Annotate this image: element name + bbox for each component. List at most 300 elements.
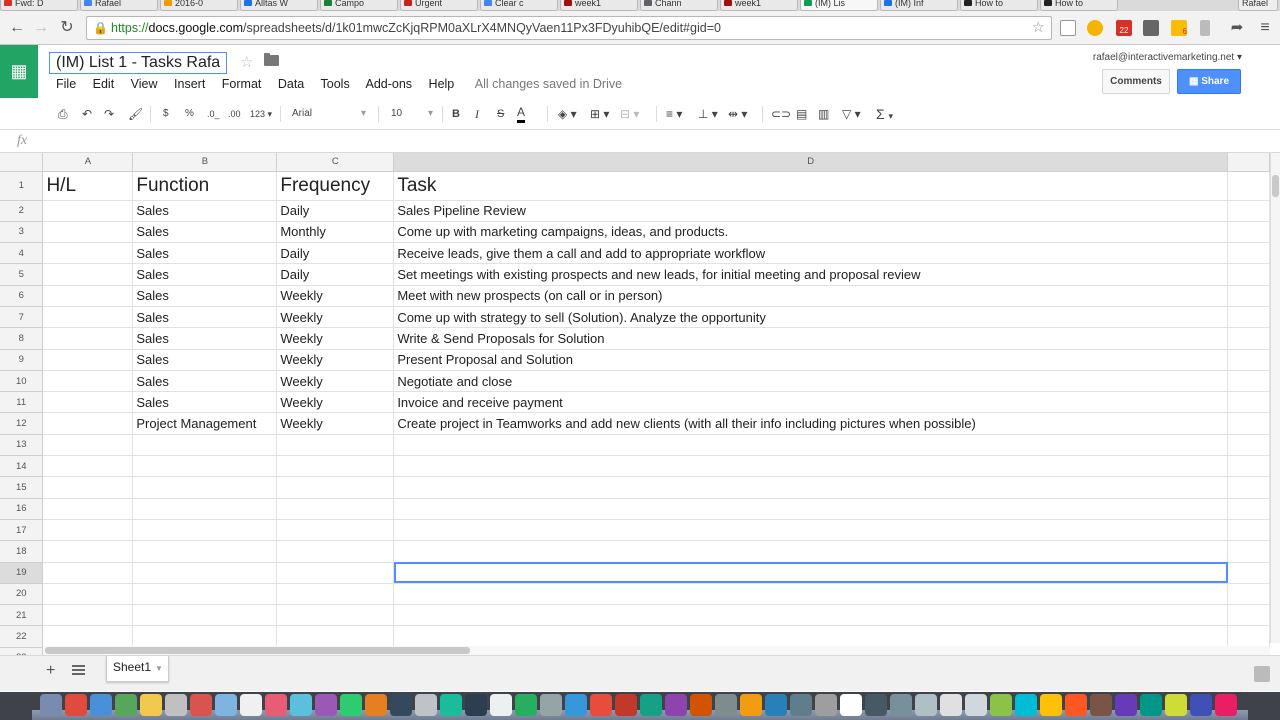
dock-app-icon[interactable] <box>765 694 787 716</box>
extension-gmail-count-icon[interactable]: 22 <box>1116 20 1132 36</box>
dock-app-icon[interactable] <box>715 694 737 716</box>
fill-color-icon[interactable]: ◈ ▾ <box>558 107 577 121</box>
cell[interactable] <box>394 583 1228 604</box>
tab-favicon-icon <box>244 0 252 6</box>
dock-app-icon[interactable] <box>415 694 437 716</box>
cell[interactable] <box>43 221 133 242</box>
extension-bulb-icon[interactable]: 6 <box>1171 20 1187 36</box>
cell[interactable] <box>394 477 1228 498</box>
cell[interactable]: Weekly <box>277 328 394 349</box>
cell[interactable] <box>277 626 394 647</box>
cell[interactable]: Sales <box>133 328 277 349</box>
cell[interactable] <box>277 456 394 477</box>
browser-tab-label: 2016-0 <box>175 0 204 8</box>
tab-favicon-icon <box>884 0 892 6</box>
dock-app-icon[interactable] <box>1115 694 1137 716</box>
dock-app-icon[interactable] <box>965 694 987 716</box>
dock-app-icon[interactable] <box>115 694 137 716</box>
chevron-down-icon: ▾ <box>1236 52 1242 63</box>
print-icon[interactable]: ⎙ <box>58 107 68 121</box>
menu-insert[interactable]: Insert <box>174 77 206 91</box>
cell[interactable] <box>43 285 133 306</box>
tab-favicon-icon <box>4 0 12 6</box>
cell[interactable]: Create project in Teamworks and add new clients (with all their info including pictures when possible) <box>394 413 1228 434</box>
account-email-text: rafael@interactivemarketing.net <box>1092 52 1235 63</box>
merge-cells-icon[interactable]: ⊟ ▾ <box>620 107 640 121</box>
column-header-d[interactable]: D <box>394 153 1228 171</box>
row-header[interactable]: 8 <box>0 328 43 349</box>
cell[interactable] <box>43 328 133 349</box>
cell[interactable] <box>133 562 277 583</box>
functions-button[interactable] <box>876 105 893 123</box>
dock-app-icon[interactable] <box>615 694 637 716</box>
column-header-b[interactable]: B <box>133 153 277 171</box>
cell[interactable]: Meet with new prospects (on call or in person) <box>394 285 1228 306</box>
menu-tools[interactable]: Tools <box>320 77 350 91</box>
cell[interactable] <box>43 583 133 604</box>
browser-tab[interactable] <box>800 0 878 11</box>
dock-app-icon[interactable] <box>1190 694 1212 716</box>
extension-hand-icon[interactable] <box>1143 20 1159 36</box>
vertical-scroll-thumb[interactable] <box>1272 175 1279 197</box>
cell[interactable] <box>277 519 394 540</box>
cell[interactable]: Set meetings with existing prospects and new leads, for initial meeting and proposal review <box>394 264 1228 285</box>
table-row <box>0 541 1270 562</box>
cell[interactable] <box>133 605 277 626</box>
tab-favicon-icon <box>804 0 812 6</box>
cell[interactable] <box>133 583 277 604</box>
cell[interactable] <box>43 392 133 413</box>
link-icon[interactable]: ⊂⊃ <box>771 107 792 121</box>
menu-help[interactable]: Help <box>428 77 455 91</box>
cell[interactable]: Daily <box>277 264 394 285</box>
cell[interactable]: Write & Send Proposals for Solution <box>394 328 1228 349</box>
cell[interactable] <box>394 456 1228 477</box>
dock-app-icon[interactable] <box>140 694 162 716</box>
cell[interactable]: Weekly <box>277 349 394 370</box>
dock-app-icon[interactable] <box>215 694 237 716</box>
more-formats-button[interactable]: 123 ▾ <box>250 109 273 119</box>
align-left-icon[interactable]: ≡ ▾ <box>666 107 683 121</box>
row-header[interactable]: 7 <box>0 306 43 327</box>
cell[interactable]: Present Proposal and Solution <box>394 349 1228 370</box>
profile-button[interactable]: Rafael <box>1238 0 1278 11</box>
chrome-menu-icon[interactable]: ≡ <box>1260 19 1270 36</box>
cell[interactable]: Task <box>394 171 1228 200</box>
cell[interactable] <box>1228 370 1270 391</box>
chart-icon[interactable]: ▥ <box>818 107 830 121</box>
italic-button[interactable]: I <box>475 107 479 121</box>
cell[interactable]: Weekly <box>277 392 394 413</box>
undo-icon[interactable]: ↶ <box>82 107 93 121</box>
cell[interactable] <box>1228 477 1270 498</box>
sheet-tab-sheet1[interactable] <box>106 656 169 682</box>
cell[interactable] <box>1228 605 1270 626</box>
save-status[interactable]: All changes saved in Drive <box>474 77 623 91</box>
cell[interactable] <box>1228 413 1270 434</box>
cell[interactable] <box>1228 285 1270 306</box>
dock-app-icon[interactable] <box>1215 694 1237 716</box>
cell[interactable]: Daily <box>277 243 394 264</box>
comments-button[interactable]: Comments <box>1102 69 1170 94</box>
cell[interactable] <box>1228 541 1270 562</box>
dock-app-icon[interactable] <box>240 694 262 716</box>
reload-button[interactable]: ↻ <box>60 19 74 36</box>
row-header[interactable]: 6 <box>0 285 43 306</box>
table-row <box>0 306 1270 327</box>
table-row <box>0 456 1270 477</box>
row-header[interactable]: 13 <box>0 434 43 455</box>
row-header[interactable]: 5 <box>0 264 43 285</box>
browser-tab[interactable] <box>880 0 958 11</box>
comment-icon[interactable]: ▤ <box>796 107 808 121</box>
browser-tab-label: Urgent <box>415 0 443 8</box>
row-header[interactable]: 19 <box>0 562 43 583</box>
filter-icon[interactable]: ▽ ▾ <box>842 107 861 121</box>
chevron-down-icon[interactable]: ▼ <box>155 664 163 673</box>
row-header[interactable]: 9 <box>0 349 43 370</box>
formula-input[interactable] <box>42 133 1262 149</box>
row-header[interactable]: 22 <box>0 626 43 647</box>
browser-tab-label: Rafael <box>95 0 122 8</box>
paint-format-icon[interactable]: 🖌 <box>128 107 144 121</box>
cell[interactable]: Sales <box>133 264 277 285</box>
cell[interactable] <box>277 605 394 626</box>
cell[interactable] <box>43 626 133 647</box>
cell[interactable] <box>43 264 133 285</box>
tab-favicon-icon <box>724 0 732 6</box>
cell[interactable] <box>43 605 133 626</box>
cell[interactable] <box>1228 626 1270 647</box>
cell[interactable]: Weekly <box>277 285 394 306</box>
dock-app-icon[interactable] <box>740 694 762 716</box>
dock-app-icon[interactable] <box>265 694 287 716</box>
font-family-value: Arial <box>292 108 313 119</box>
tab-favicon-icon <box>1044 0 1052 6</box>
cell[interactable]: Come up with marketing campaigns, ideas, and products. <box>394 221 1228 242</box>
dock-app-icon[interactable] <box>340 694 362 716</box>
browser-tab[interactable] <box>640 0 718 11</box>
dock-app-icon[interactable] <box>840 694 862 716</box>
account-email[interactable] <box>1093 52 1242 63</box>
cell[interactable] <box>43 562 133 583</box>
menu-format[interactable]: Format <box>221 77 262 91</box>
browser-tab[interactable] <box>240 0 318 11</box>
horizontal-scrollbar[interactable] <box>43 646 1270 655</box>
browser-tab[interactable] <box>400 0 478 11</box>
row-header[interactable]: 12 <box>0 413 43 434</box>
cell[interactable]: Weekly <box>277 306 394 327</box>
sheets-logo-icon[interactable]: ▦ <box>0 45 38 98</box>
dock-app-icon[interactable] <box>1065 694 1087 716</box>
column-header-c[interactable]: C <box>277 153 394 171</box>
row-header[interactable]: 14 <box>0 456 43 477</box>
extension-sun-icon[interactable] <box>1087 20 1103 36</box>
font-size-select[interactable] <box>391 105 435 123</box>
cell[interactable] <box>394 434 1228 455</box>
cell[interactable]: Function <box>133 171 277 200</box>
vertical-scrollbar[interactable] <box>1270 153 1280 643</box>
dock-app-icon[interactable] <box>1090 694 1112 716</box>
browser-tab[interactable] <box>0 0 78 11</box>
back-button[interactable]: ← <box>9 19 25 36</box>
cell[interactable] <box>277 498 394 519</box>
row-header[interactable]: 21 <box>0 605 43 626</box>
dock-app-icon[interactable] <box>465 694 487 716</box>
browser-tab-label: Alltas W <box>255 0 289 8</box>
format-toolbar <box>0 98 1280 130</box>
row-header[interactable]: 2 <box>0 200 43 221</box>
increase-decimal-button[interactable]: .00 <box>228 109 241 119</box>
cell[interactable] <box>43 200 133 221</box>
cell[interactable] <box>43 519 133 540</box>
dock-app-icon[interactable] <box>1015 694 1037 716</box>
browser-tab[interactable] <box>320 0 398 11</box>
dock-app-icon[interactable] <box>90 694 112 716</box>
cell[interactable]: Daily <box>277 200 394 221</box>
cell[interactable] <box>1228 434 1270 455</box>
dock-app-icon[interactable] <box>690 694 712 716</box>
menu-edit[interactable]: Edit <box>92 77 115 91</box>
dock-app-icon[interactable] <box>515 694 537 716</box>
row-header[interactable]: 10 <box>0 370 43 391</box>
cell[interactable] <box>277 583 394 604</box>
browser-tab-label: week1 <box>575 0 602 8</box>
cell[interactable] <box>1228 221 1270 242</box>
text-wrap-icon[interactable]: ⇹ ▾ <box>728 107 748 121</box>
dock-app-icon[interactable] <box>40 694 62 716</box>
cell[interactable] <box>1228 243 1270 264</box>
cell[interactable]: Sales <box>133 306 277 327</box>
cell[interactable] <box>43 306 133 327</box>
cell[interactable] <box>1228 349 1270 370</box>
share-arrow-icon[interactable]: ➦ <box>1230 19 1244 36</box>
cell[interactable]: Sales <box>133 221 277 242</box>
cell[interactable]: Project Management <box>133 413 277 434</box>
cell[interactable] <box>1228 306 1270 327</box>
chevron-down-icon: ▾ <box>427 108 433 119</box>
dock-app-icon[interactable] <box>640 694 662 716</box>
table-row <box>0 477 1270 498</box>
row-header[interactable]: 15 <box>0 477 43 498</box>
url-path: /spreadsheets/d/1k01mwcZcKjqRPM0aXLrX4MNQyVaen11Px3FDyuhibQE/edit#gid=0 <box>243 21 721 35</box>
redo-icon[interactable]: ↷ <box>104 107 115 121</box>
browser-tab[interactable] <box>560 0 638 11</box>
borders-icon[interactable]: ⊞ ▾ <box>590 107 610 121</box>
strikethrough-button[interactable]: S <box>497 108 505 120</box>
cell[interactable]: Monthly <box>277 221 394 242</box>
cell[interactable]: Sales <box>133 243 277 264</box>
cell[interactable]: H/L <box>43 171 133 200</box>
cell[interactable] <box>1228 498 1270 519</box>
dock-app-icon[interactable] <box>290 694 312 716</box>
cell[interactable]: Receive leads, give them a call and add to appropriate workflow <box>394 243 1228 264</box>
dock-app-icon[interactable] <box>790 694 812 716</box>
cell[interactable] <box>394 498 1228 519</box>
browser-tab[interactable] <box>720 0 798 11</box>
row-header[interactable]: 4 <box>0 243 43 264</box>
cell[interactable]: Sales <box>133 285 277 306</box>
cell[interactable] <box>1228 264 1270 285</box>
cell[interactable] <box>277 434 394 455</box>
dock-app-icon[interactable] <box>815 694 837 716</box>
row-header[interactable]: 11 <box>0 392 43 413</box>
cell[interactable] <box>43 498 133 519</box>
cell[interactable] <box>1228 456 1270 477</box>
cell[interactable] <box>133 498 277 519</box>
table-row <box>0 285 1270 306</box>
dock-app-icon[interactable] <box>915 694 937 716</box>
sheet-tab-bar <box>0 655 1280 691</box>
row-header[interactable]: 1 <box>0 171 43 200</box>
dock-app-icon[interactable] <box>865 694 887 716</box>
bookmark-star-icon[interactable]: ☆ <box>1031 19 1045 36</box>
dock-app-icon[interactable] <box>1040 694 1062 716</box>
currency-format-button[interactable]: $ <box>163 108 169 119</box>
cell[interactable] <box>133 456 277 477</box>
tab-favicon-icon <box>484 0 492 6</box>
font-family-select[interactable] <box>292 105 372 123</box>
row-header[interactable]: 16 <box>0 498 43 519</box>
browser-tab[interactable] <box>80 0 158 11</box>
select-all-corner[interactable] <box>0 153 43 171</box>
explore-icon[interactable] <box>1254 666 1270 682</box>
cell[interactable] <box>277 562 394 583</box>
dock-app-icon[interactable] <box>1140 694 1162 716</box>
cell[interactable] <box>1228 392 1270 413</box>
cell[interactable] <box>43 477 133 498</box>
dock-app-icon[interactable] <box>940 694 962 716</box>
table-row <box>0 498 1270 519</box>
browser-tab[interactable] <box>160 0 238 11</box>
dock-app-icon[interactable] <box>665 694 687 716</box>
more-formats-label: 123 <box>250 109 266 119</box>
row-header[interactable]: 18 <box>0 541 43 562</box>
row-header[interactable]: 17 <box>0 519 43 540</box>
cell[interactable] <box>43 243 133 264</box>
dock-app-icon[interactable] <box>540 694 562 716</box>
cell[interactable]: Sales <box>133 392 277 413</box>
extension-r-icon[interactable] <box>1200 20 1210 36</box>
cell[interactable] <box>43 456 133 477</box>
cell[interactable]: Come up with strategy to sell (Solution). Analyze the opportunity <box>394 306 1228 327</box>
dock-app-icon[interactable] <box>315 694 337 716</box>
dock-app-icon[interactable] <box>390 694 412 716</box>
cell[interactable] <box>277 477 394 498</box>
table-row <box>0 349 1270 370</box>
dock-app-icon[interactable] <box>990 694 1012 716</box>
horizontal-scroll-thumb[interactable] <box>45 647 470 654</box>
cell[interactable]: Sales <box>133 200 277 221</box>
add-sheet-button[interactable]: + <box>46 662 56 679</box>
cell[interactable] <box>277 541 394 562</box>
cell[interactable]: Sales <box>133 370 277 391</box>
tab-favicon-icon <box>964 0 972 6</box>
column-header-a[interactable]: A <box>43 153 133 171</box>
table-row <box>0 264 1270 285</box>
percent-format-button[interactable]: % <box>185 108 194 119</box>
cell[interactable]: Weekly <box>277 370 394 391</box>
cell[interactable]: Invoice and receive payment <box>394 392 1228 413</box>
browser-tab[interactable] <box>480 0 558 11</box>
selected-cell[interactable] <box>394 562 1228 583</box>
text-color-button[interactable]: A <box>517 105 525 123</box>
row-header[interactable]: 3 <box>0 221 43 242</box>
dock-app-icon[interactable] <box>190 694 212 716</box>
fx-icon: fx <box>17 133 28 148</box>
cell[interactable] <box>394 541 1228 562</box>
decrease-decimal-button[interactable]: .0_ <box>207 109 220 119</box>
browser-tab[interactable] <box>1040 0 1118 11</box>
cell[interactable] <box>133 434 277 455</box>
cell[interactable] <box>43 370 133 391</box>
cell[interactable] <box>133 477 277 498</box>
browser-tab[interactable] <box>960 0 1038 11</box>
share-button[interactable] <box>1177 69 1241 94</box>
row-header[interactable]: 20 <box>0 583 43 604</box>
cell[interactable]: Sales Pipeline Review <box>394 200 1228 221</box>
cell[interactable] <box>133 626 277 647</box>
cell[interactable] <box>1228 562 1270 583</box>
cell[interactable] <box>43 413 133 434</box>
dock-app-icon[interactable] <box>365 694 387 716</box>
vertical-align-icon[interactable]: ⊥ ▾ <box>698 107 718 121</box>
cell[interactable] <box>43 349 133 370</box>
cell[interactable] <box>133 519 277 540</box>
menu-view[interactable]: View <box>130 77 158 91</box>
menu-bar <box>56 77 635 91</box>
menu-addons[interactable]: Add-ons <box>365 77 413 91</box>
dock-app-icon[interactable] <box>565 694 587 716</box>
menu-data[interactable]: Data <box>277 77 305 91</box>
dock-app-icon[interactable] <box>65 694 87 716</box>
all-sheets-icon[interactable] <box>72 665 85 675</box>
cell[interactable]: Negotiate and close <box>394 370 1228 391</box>
cell[interactable] <box>133 541 277 562</box>
tab-favicon-icon <box>84 0 92 6</box>
folder-icon[interactable] <box>264 55 279 66</box>
address-bar[interactable] <box>86 16 1052 40</box>
table-row <box>0 626 1270 647</box>
spreadsheet-grid[interactable] <box>0 153 1270 643</box>
cell[interactable]: Frequency <box>277 171 394 200</box>
menu-file[interactable]: File <box>56 77 77 91</box>
cell[interactable]: Weekly <box>277 413 394 434</box>
cell[interactable] <box>43 541 133 562</box>
forward-button[interactable]: → <box>33 19 49 36</box>
cell[interactable] <box>394 626 1228 647</box>
dock-app-icon[interactable] <box>890 694 912 716</box>
dock-app-icon[interactable] <box>165 694 187 716</box>
dock-app-icon[interactable] <box>490 694 512 716</box>
cell[interactable] <box>394 519 1228 540</box>
cell[interactable] <box>1228 171 1270 200</box>
document-title[interactable]: (IM) List 1 - Tasks Rafa <box>49 52 227 74</box>
cell[interactable] <box>1228 328 1270 349</box>
extension-plus-icon[interactable] <box>1060 20 1076 36</box>
star-icon[interactable]: ☆ <box>240 54 254 71</box>
bold-button[interactable]: B <box>452 108 460 120</box>
cell[interactable] <box>1228 583 1270 604</box>
dock-app-icon[interactable] <box>440 694 462 716</box>
cell[interactable]: Sales <box>133 349 277 370</box>
dock-app-icon[interactable] <box>590 694 612 716</box>
cell[interactable] <box>1228 200 1270 221</box>
cell[interactable] <box>1228 519 1270 540</box>
cell[interactable] <box>43 434 133 455</box>
cell[interactable] <box>394 605 1228 626</box>
dock-app-icon[interactable] <box>1165 694 1187 716</box>
